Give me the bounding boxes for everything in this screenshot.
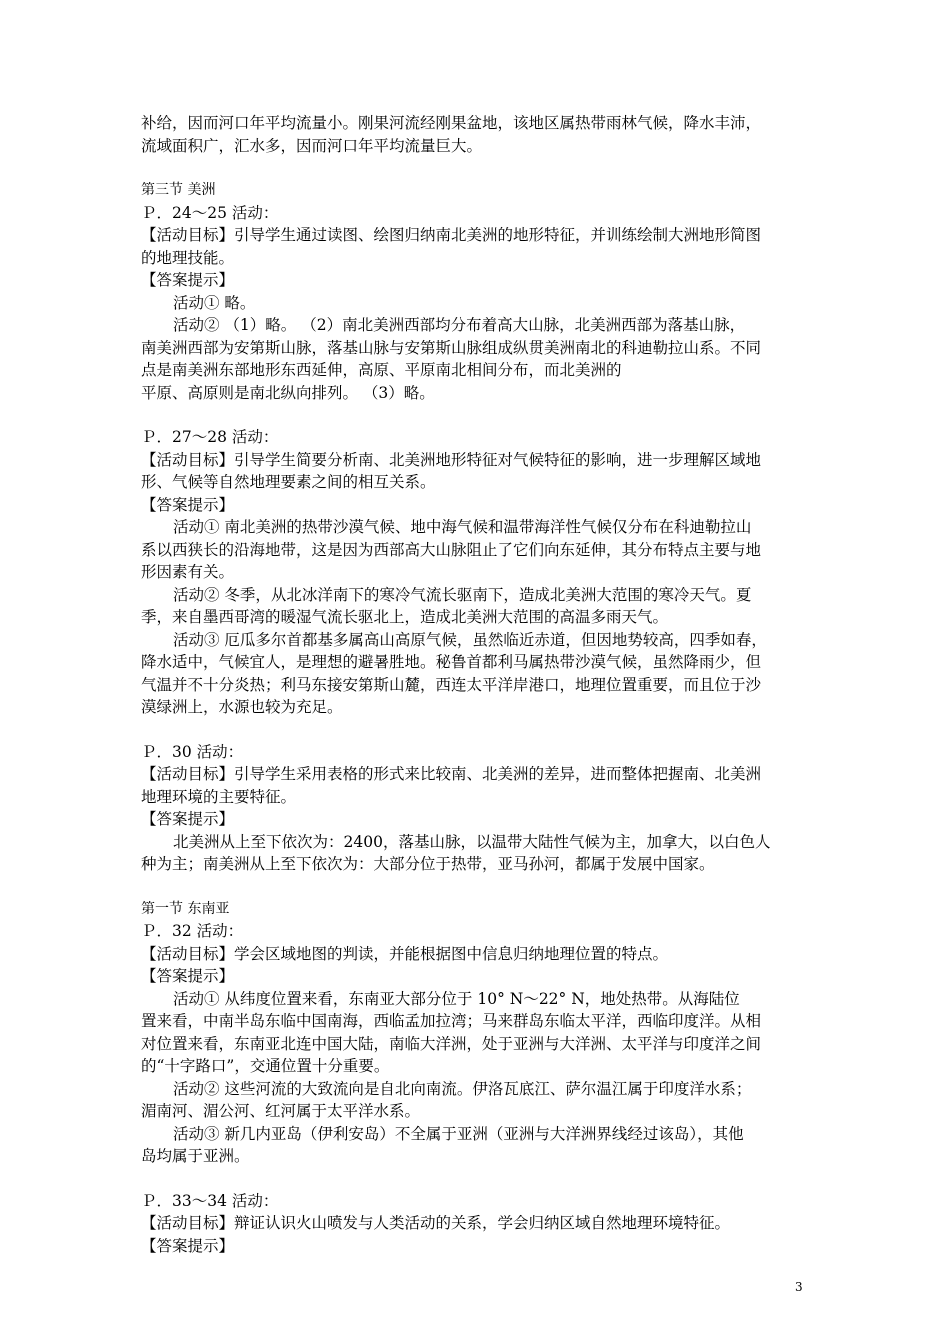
text-line: 的“十字路口”，交通位置十分重要。 bbox=[141, 1057, 390, 1075]
text-line: 活动② 这些河流的大致流向是自北向南流。伊洛瓦底江、萨尔温江属于印度洋水系； bbox=[173, 1079, 752, 1098]
document-body bbox=[141, 112, 811, 1257]
text-line: Ｐ．27～28 活动： bbox=[141, 428, 279, 446]
text-line: 形、气候等自然地理要素之间的相互关系。 bbox=[141, 473, 436, 491]
text-line: 种为主；南美洲从上至下依次为：大部分位于热带，亚马孙河，都属于发展中国家。 bbox=[141, 855, 715, 873]
paragraph-gap bbox=[141, 157, 811, 179]
section-title: 第三节 美洲 bbox=[141, 182, 216, 198]
text-line: Ｐ．24～25 活动： bbox=[141, 203, 279, 222]
text-line: 南美洲西部为安第斯山脉，落基山脉与安第斯山脉组成纵贯美洲南北的科迪勒拉山系。不同 bbox=[141, 338, 762, 357]
text-line: 对位置来看，东南亚北连中国大陆，南临大洋洲，处于亚洲与大洋洲、太平洋与印度洋之间 bbox=[141, 1034, 762, 1053]
paragraph-gap bbox=[141, 404, 811, 426]
text-line: 【活动目标】引导学生简要分析南、北美洲地形特征对气候特征的影响，进一步理解区域地 bbox=[141, 450, 762, 469]
text-line: 【答案提示】 bbox=[141, 1236, 235, 1255]
text-line: 活动② （1）略。 （2）南北美洲西部均分布着高大山脉，北美洲西部为落基山脉， bbox=[173, 316, 746, 334]
page-number: 3 bbox=[795, 1280, 803, 1294]
text-line: 【答案提示】 bbox=[141, 495, 235, 514]
text-line: 【答案提示】 bbox=[141, 967, 235, 985]
paragraph-gap bbox=[141, 876, 811, 898]
text-line: 平原、高原则是南北纵向排列。 （3）略。 bbox=[141, 383, 435, 402]
text-line: 补给，因而河口年平均流量小。刚果河流经刚果盆地，该地区属热带雨林气候，降水丰沛， bbox=[141, 114, 762, 132]
text-line: 漠绿洲上，水源也较为充足。 bbox=[141, 698, 343, 716]
text-line: 活动③ 厄瓜多尔首都基多属高山高原气候，虽然临近赤道，但因地势较高，四季如春， bbox=[173, 630, 767, 649]
text-line: 【活动目标】引导学生采用表格的形式来比较南、北美洲的差异，进而整体把握南、北美洲 bbox=[141, 765, 762, 783]
paragraph-gap bbox=[141, 1168, 811, 1190]
text-line: 的地理技能。 bbox=[141, 248, 235, 267]
text-line: 湄南河、湄公河、红河属于太平洋水系。 bbox=[141, 1102, 421, 1120]
text-line: 活动① 从纬度位置来看，东南亚大部分位于 10° N～22° N，地处热带。从海陆位 bbox=[173, 989, 740, 1008]
text-line: 活动③ 新几内亚岛（伊利安岛）不全属于亚洲（亚洲与大洋洲界线经过该岛），其他 bbox=[173, 1124, 744, 1143]
text-line: 地理环境的主要特征。 bbox=[141, 787, 297, 806]
text-line: 气温并不十分炎热；利马东接安第斯山麓，西连太平洋岸港口，地理位置重要，而且位于沙 bbox=[141, 675, 762, 694]
text-line: 置来看，中南半岛东临中国南海，西临孟加拉湾；马来群岛东临太平洋，西临印度洋。从相 bbox=[141, 1012, 762, 1030]
text-line: 季，来自墨西哥湾的暖湿气流长驱北上，造成北美洲大范围的高温多雨天气。 bbox=[141, 608, 669, 626]
text-line: Ｐ．32 活动： bbox=[141, 922, 244, 940]
text-line: Ｐ．30 活动： bbox=[141, 742, 244, 761]
paragraph-gap bbox=[141, 719, 811, 741]
text-line: 系以西狭长的沿海地带，这是因为西部高大山脉阻止了它们向东延伸，其分布特点主要与地 bbox=[141, 540, 762, 559]
text-line: 流域面积广，汇水多，因而河口年平均流量巨大。 bbox=[141, 136, 483, 155]
text-line: 【活动目标】辩证认识火山喷发与人类活动的关系，学会归纳区域自然地理环境特征。 bbox=[141, 1214, 731, 1232]
text-line: 活动① 略。 bbox=[173, 293, 256, 312]
text-line: 降水适中，气候宜人，是理想的避暑胜地。秘鲁首都利马属热带沙漠气候，虽然降雨少，但 bbox=[141, 653, 762, 671]
text-line: Ｐ．33～34 活动： bbox=[141, 1191, 279, 1210]
text-line: 【答案提示】 bbox=[141, 810, 235, 828]
text-line: 活动② 冬季，从北冰洋南下的寒冷气流长驱南下，造成北美洲大范围的寒冷天气。夏 bbox=[173, 585, 752, 604]
text-line: 【答案提示】 bbox=[141, 271, 235, 289]
text-line: 形因素有关。 bbox=[141, 563, 235, 581]
text-line: 【活动目标】学会区域地图的判读，并能根据图中信息归纳地理位置的特点。 bbox=[141, 944, 669, 963]
text-line: 岛均属于亚洲。 bbox=[141, 1147, 250, 1165]
text-line: 【活动目标】引导学生通过读图、绘图归纳南北美洲的地形特征，并训练绘制大洲地形简图 bbox=[141, 226, 762, 244]
text-line: 活动① 南北美洲的热带沙漠气候、地中海气候和温带海洋性气候仅分布在科迪勒拉山 bbox=[173, 518, 752, 536]
section-title: 第一节 东南亚 bbox=[141, 900, 230, 917]
text-line: 北美洲从上至下依次为：2400，落基山脉，以温带大陆性气候为主，加拿大，以白色人 bbox=[173, 832, 771, 851]
text-line: 点是南美洲东部地形东西延伸，高原、平原南北相间分布，而北美洲的 bbox=[141, 361, 622, 379]
